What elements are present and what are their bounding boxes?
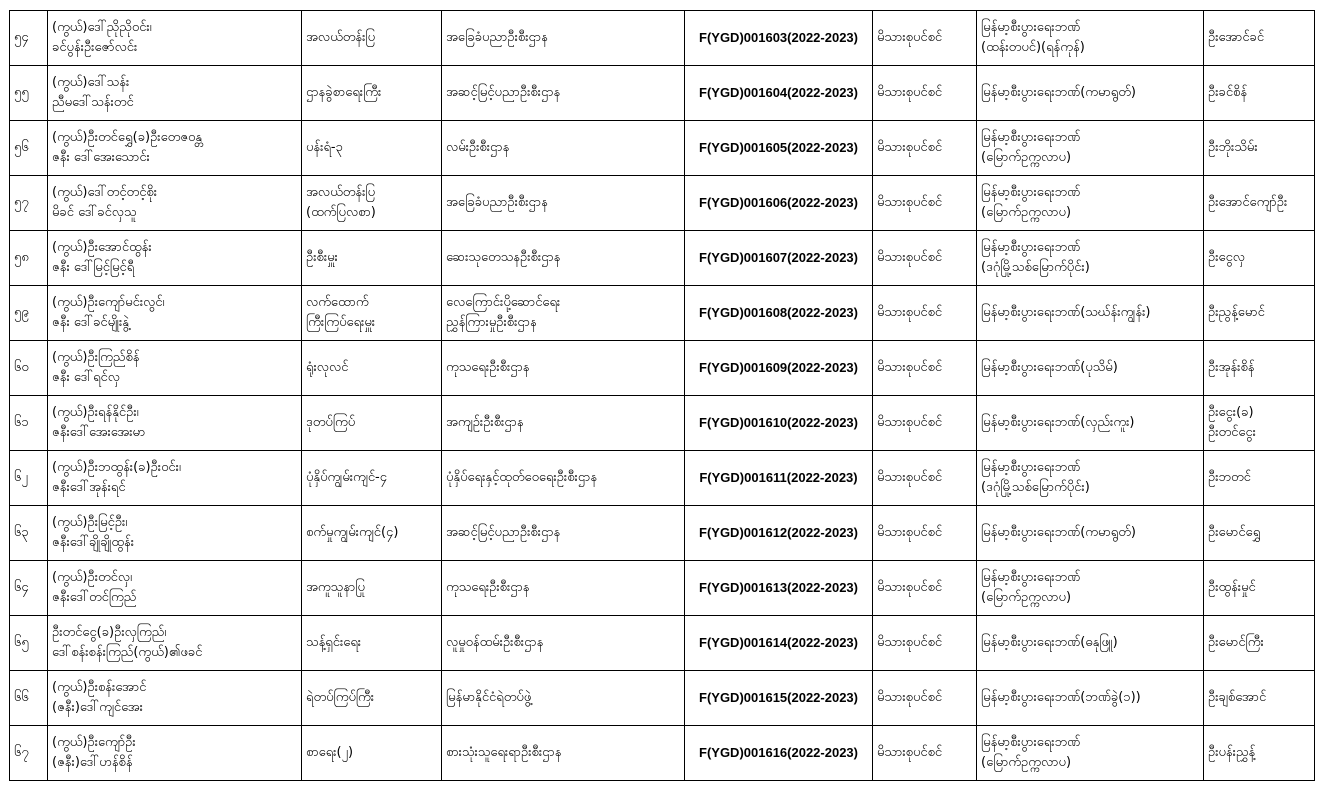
- job-title-line: အလယ်တန်းပြ: [306, 185, 376, 200]
- department-line: အကျဉ်းဦးစီးဌာန: [446, 415, 524, 430]
- table-body: [10, 11, 1315, 781]
- payee-name-cell: [1204, 671, 1315, 726]
- payment-office-cell: [977, 506, 1204, 561]
- payee-name-cell: [1204, 66, 1315, 121]
- job-title-cell: [302, 506, 442, 561]
- pension-code-cell: F(YGD)001606(2022-2023): [685, 176, 873, 231]
- department-cell: [442, 286, 685, 341]
- pension-code-cell: F(YGD)001611(2022-2023): [685, 451, 873, 506]
- pension-code-cell: F(YGD)001605(2022-2023): [685, 121, 873, 176]
- payment-office-line: မြန်မာ့စီးပွားရေးဘဏ်(ကမာရွတ်): [981, 85, 1136, 100]
- payment-office-cell: [977, 451, 1204, 506]
- pension-type-cell: မိသားစုပင်စင်: [873, 231, 977, 286]
- pensioner-name-line: (ကွယ်)ဦးစန်းအောင်: [52, 680, 147, 695]
- job-title-cell: [302, 451, 442, 506]
- payment-office-line: မြန်မာ့စီးပွားရေးဘဏ်(ဓနုဖြူ): [981, 635, 1118, 650]
- payment-office-cell: [977, 11, 1204, 66]
- job-title-line: စာရေး(၂): [306, 745, 354, 760]
- pensioner-name-cell: [48, 231, 302, 286]
- payment-office-cell: [977, 561, 1204, 616]
- payment-office-line: (မြောက်ဥက္ကလာပ): [981, 755, 1072, 770]
- payee-name-cell: [1204, 231, 1315, 286]
- payee-name-cell: [1204, 506, 1315, 561]
- payee-name-line: ဦးပန်းညွှန့်: [1208, 745, 1256, 760]
- job-title-line: ကြီးကြပ်ရေးမှူး: [306, 315, 376, 330]
- department-cell: [442, 176, 685, 231]
- row-number-cell: ၅၅: [10, 66, 48, 121]
- pensioner-name-cell: [48, 506, 302, 561]
- pensioner-name-cell: [48, 671, 302, 726]
- job-title-cell: [302, 286, 442, 341]
- payee-name-cell: [1204, 121, 1315, 176]
- payment-office-line: မြန်မာ့စီးပွားရေးဘဏ်: [981, 735, 1081, 750]
- department-line: အဆင့်မြင့်ပညာဦးစီးဌာန: [446, 85, 561, 100]
- payment-office-line: မြန်မာ့စီးပွားရေးဘဏ်(ကမာရွတ်): [981, 525, 1136, 540]
- pension-code-cell: F(YGD)001604(2022-2023): [685, 66, 873, 121]
- job-title-cell: [302, 11, 442, 66]
- department-line: အဆင့်မြင့်ပညာဦးစီးဌာန: [446, 525, 561, 540]
- payment-office-line: မြန်မာ့စီးပွားရေးဘဏ်: [981, 240, 1081, 255]
- department-line: လမ်းဦးစီးဌာန: [446, 140, 510, 155]
- pensioner-name-line: ညီမဒေါ်သန်းတင်: [52, 95, 134, 110]
- table-row: [10, 176, 1315, 231]
- job-title-cell: [302, 396, 442, 451]
- payment-office-line: မြန်မာ့စီးပွားရေးဘဏ်: [981, 460, 1081, 475]
- row-number-cell: ၅၄: [10, 11, 48, 66]
- payment-office-line: (မြောက်ဥက္ကလာပ): [981, 150, 1072, 165]
- department-line: ညွှန်ကြားမှုဦးစီးဌာန: [446, 315, 537, 330]
- department-cell: [442, 121, 685, 176]
- department-cell: [442, 11, 685, 66]
- pension-code-cell: F(YGD)001607(2022-2023): [685, 231, 873, 286]
- payee-name-line: ဦးဘတင်: [1208, 470, 1251, 485]
- payment-office-cell: [977, 231, 1204, 286]
- payment-office-line: (ထန်းတပင်)(ရန်ကုန်): [981, 40, 1085, 55]
- pensioner-name-line: ဇနီးဒေါ်တင်ကြည်: [52, 590, 137, 605]
- table-row: [10, 66, 1315, 121]
- row-number-cell: ၅၇: [10, 176, 48, 231]
- payee-name-cell: [1204, 616, 1315, 671]
- payee-name-line: ဦးအောင်ခင်: [1208, 30, 1265, 45]
- department-cell: [442, 66, 685, 121]
- department-cell: [442, 561, 685, 616]
- payee-name-cell: [1204, 396, 1315, 451]
- department-cell: [442, 506, 685, 561]
- pensioner-name-line: (ကွယ်)ဦးကျော်မင်းလွင်၊: [52, 295, 165, 310]
- payee-name-cell: [1204, 341, 1315, 396]
- payee-name-line: ဦးခင်စိန်: [1208, 85, 1248, 100]
- pensioner-name-line: ဇနီး ဒေါ်ခင်မျိုးနွဲ့: [52, 315, 129, 330]
- pension-code-cell: F(YGD)001603(2022-2023): [685, 11, 873, 66]
- table-row: [10, 506, 1315, 561]
- payee-name-line: ဦးတင်ငွေး: [1208, 425, 1256, 440]
- table-row: [10, 726, 1315, 781]
- job-title-line: ဦးစီးမှူး: [306, 250, 338, 265]
- pension-type-cell: မိသားစုပင်စင်: [873, 396, 977, 451]
- table-row: [10, 671, 1315, 726]
- job-title-line: အကူသူနာပြု: [306, 580, 365, 595]
- pensioner-name-cell: [48, 396, 302, 451]
- department-line: ကုသရေးဦးစီးဌာန: [446, 360, 530, 375]
- department-line: မြန်မာနိုင်ငံရဲတပ်ဖွဲ့: [446, 690, 532, 705]
- pension-code-cell: F(YGD)001612(2022-2023): [685, 506, 873, 561]
- department-cell: [442, 231, 685, 286]
- payment-office-cell: [977, 121, 1204, 176]
- job-title-cell: [302, 176, 442, 231]
- table-row: [10, 286, 1315, 341]
- job-title-line: ရုံးလုလင်: [306, 360, 349, 375]
- pensioner-name-cell: [48, 176, 302, 231]
- pension-type-cell: မိသားစုပင်စင်: [873, 616, 977, 671]
- payment-office-cell: [977, 726, 1204, 781]
- pension-code-cell: F(YGD)001610(2022-2023): [685, 396, 873, 451]
- department-line: ပုံနှိပ်ရေးနှင့်ထုတ်ဝေရေးဦးစီးဌာန: [446, 470, 598, 485]
- pension-type-cell: မိသားစုပင်စင်: [873, 341, 977, 396]
- payee-name-cell: [1204, 451, 1315, 506]
- payment-office-cell: [977, 341, 1204, 396]
- payment-office-line: (ဒဂုံမြို့သစ်မြောက်ပိုင်း): [981, 480, 1090, 495]
- pensioner-name-line: ဇနီး ဒေါ်ရင်လှ: [52, 370, 120, 385]
- job-title-line: ပန်းရံ-၃: [306, 140, 343, 155]
- department-cell: [442, 616, 685, 671]
- pensioner-name-line: (ကွယ်)ဦးရန်နိုင်ဦး၊: [52, 405, 139, 420]
- pensioner-name-line: (ကွယ်)ဦးအောင်ထွန်း: [52, 240, 152, 255]
- payment-office-cell: [977, 176, 1204, 231]
- payee-name-cell: [1204, 726, 1315, 781]
- payee-name-line: ဦးထွန်းမှုင်: [1208, 580, 1256, 595]
- job-title-cell: [302, 121, 442, 176]
- job-title-line: စက်မှုကျွမ်းကျင်(၄): [306, 525, 399, 540]
- department-line: ကုသရေးဦးစီးဌာန: [446, 580, 530, 595]
- job-title-line: (ထက်ပြလစာ): [306, 205, 376, 220]
- row-number-cell: ၆၇: [10, 726, 48, 781]
- payment-office-line: မြန်မာ့စီးပွားရေးဘဏ်: [981, 570, 1081, 585]
- payment-office-line: မြန်မာ့စီးပွားရေးဘဏ်(လှည်းကူး): [981, 415, 1135, 430]
- payee-name-cell: [1204, 176, 1315, 231]
- pensioner-name-cell: [48, 341, 302, 396]
- pensioner-name-line: (ကွယ်)ဦးဘထွန်း(ခ)ဦးဝင်း၊: [52, 460, 181, 475]
- payment-office-cell: [977, 286, 1204, 341]
- pensioner-name-cell: [48, 561, 302, 616]
- pensioner-name-line: မိခင် ဒေါ်ခင်လှသူ: [52, 205, 137, 220]
- job-title-cell: [302, 561, 442, 616]
- row-number-cell: ၆၂: [10, 451, 48, 506]
- pension-type-cell: မိသားစုပင်စင်: [873, 176, 977, 231]
- job-title-line: ပုံနှိပ်ကျွမ်းကျင်-၄: [306, 470, 388, 485]
- job-title-line: ရဲတပ်ကြပ်ကြီး: [306, 690, 375, 705]
- pension-code-cell: F(YGD)001608(2022-2023): [685, 286, 873, 341]
- payment-office-cell: [977, 66, 1204, 121]
- pensioner-name-line: ဦးတင်ငွေ(ခ)ဦးလှကြည်၊: [52, 625, 167, 640]
- payee-name-cell: [1204, 286, 1315, 341]
- pension-type-cell: မိသားစုပင်စင်: [873, 121, 977, 176]
- pensioner-name-line: (ဇနီး)ဒေါ်ဟန်စိန်: [52, 755, 133, 770]
- row-number-cell: ၆၁: [10, 396, 48, 451]
- pensioner-name-line: (ကွယ်)ဦးမြင့်ဦး၊: [52, 515, 128, 530]
- row-number-cell: ၆၀: [10, 341, 48, 396]
- job-title-line: အလယ်တန်းပြ: [306, 30, 376, 45]
- pensioner-name-cell: [48, 66, 302, 121]
- pensioner-name-line: ဒေါ်စန်းစန်းကြည်(ကွယ်)၏ဖခင်: [52, 645, 203, 660]
- pensioner-name-cell: [48, 451, 302, 506]
- pension-code-cell: F(YGD)001614(2022-2023): [685, 616, 873, 671]
- job-title-line: ဌာနခွဲစာရေးကြီး: [306, 85, 382, 100]
- table-row: [10, 561, 1315, 616]
- payee-name-line: ဦးချစ်အောင်: [1208, 690, 1267, 705]
- payment-office-line: မြန်မာ့စီးပွားရေးဘဏ်(သဃ်န်းကျွန်း): [981, 305, 1151, 320]
- row-number-cell: ၅၉: [10, 286, 48, 341]
- table-row: [10, 11, 1315, 66]
- pensioner-name-line: ခင်ပွန်းဦးဇော်လင်း: [52, 40, 138, 55]
- table-row: [10, 231, 1315, 286]
- pensioner-name-line: (ကွယ်)ဦးတင်လှ၊: [52, 570, 133, 585]
- pension-code-cell: F(YGD)001613(2022-2023): [685, 561, 873, 616]
- department-cell: [442, 726, 685, 781]
- pensioner-name-line: ဇနီးဒေါ်အုန်းရင်: [52, 480, 126, 495]
- pensioner-name-cell: [48, 11, 302, 66]
- pensioner-name-cell: [48, 726, 302, 781]
- table-row: [10, 121, 1315, 176]
- pensioner-name-line: ဇနီးဒေါ်ချိုချိုထွန်း: [52, 535, 135, 550]
- row-number-cell: ၆၄: [10, 561, 48, 616]
- department-line: အခြေခံပညာဦးစီးဌာန: [446, 30, 548, 45]
- pensioner-name-line: (ကွယ်)ဦးတင်ရွှေ(ခ)ဦးတေဇဝန္တ: [52, 130, 203, 145]
- pensioner-name-line: (ဇနီး)ဒေါ်ကျင်အေး: [52, 700, 143, 715]
- department-line: ဆေးသုတေသနဦးစီးဌာန: [446, 250, 561, 265]
- pensioner-name-line: (ကွယ်)ဦးကျော်ဦး: [52, 735, 136, 750]
- job-title-cell: [302, 231, 442, 286]
- pensioner-name-line: ဇနီးဒေါ်အေးအေးမာ: [52, 425, 146, 440]
- table-row: [10, 451, 1315, 506]
- table-row: [10, 616, 1315, 671]
- pensioner-name-line: (ကွယ်)ဒေါ်သန်း: [52, 75, 130, 90]
- pension-type-cell: မိသားစုပင်စင်: [873, 11, 977, 66]
- pension-type-cell: မိသားစုပင်စင်: [873, 451, 977, 506]
- pension-code-cell: F(YGD)001609(2022-2023): [685, 341, 873, 396]
- payment-office-line: မြန်မာ့စီးပွားရေးဘဏ်: [981, 185, 1081, 200]
- department-line: အခြေခံပညာဦးစီးဌာန: [446, 195, 548, 210]
- department-cell: [442, 396, 685, 451]
- payee-name-line: ဦးမောင်ရွှေ: [1208, 525, 1261, 540]
- pension-type-cell: မိသားစုပင်စင်: [873, 671, 977, 726]
- row-number-cell: ၅၆: [10, 121, 48, 176]
- payment-office-cell: [977, 396, 1204, 451]
- pensioner-name-line: (ကွယ်)ဦးကြည်စိန်: [52, 350, 140, 365]
- payment-office-line: မြန်မာ့စီးပွားရေးဘဏ်(ပုသိမ်): [981, 360, 1118, 375]
- payee-name-cell: [1204, 11, 1315, 66]
- pensioner-name-cell: [48, 121, 302, 176]
- row-number-cell: ၅၈: [10, 231, 48, 286]
- pension-type-cell: မိသားစုပင်စင်: [873, 286, 977, 341]
- department-cell: [442, 671, 685, 726]
- payment-office-line: မြန်မာ့စီးပွားရေးဘဏ်(ဘဏ်ခွဲ(၁)): [981, 690, 1141, 705]
- pensioner-name-line: ဇနီး ဒေါ်အေးသောင်း: [52, 150, 150, 165]
- pension-code-cell: F(YGD)001616(2022-2023): [685, 726, 873, 781]
- pension-code-cell: F(YGD)001615(2022-2023): [685, 671, 873, 726]
- row-number-cell: ၆၆: [10, 671, 48, 726]
- job-title-line: လက်ထောက်: [306, 295, 369, 310]
- row-number-cell: ၆၅: [10, 616, 48, 671]
- row-number-cell: ၆၃: [10, 506, 48, 561]
- department-line: လေကြောင်းပို့ဆောင်ရေး: [446, 295, 561, 310]
- pension-table: [9, 10, 1315, 781]
- department-line: စားသုံးသူရေးရာဦးစီးဌာန: [446, 745, 562, 760]
- payment-office-line: (ဒဂုံမြို့သစ်မြောက်ပိုင်း): [981, 260, 1090, 275]
- payee-name-line: ဦးညွန့်မောင်: [1208, 305, 1265, 320]
- payee-name-line: ဦးအုန်းစိန်: [1208, 360, 1255, 375]
- payment-office-line: မြန်မာ့စီးပွားရေးဘဏ်: [981, 130, 1081, 145]
- payment-office-line: (မြောက်ဥက္ကလာပ): [981, 205, 1072, 220]
- pension-type-cell: မိသားစုပင်စင်: [873, 506, 977, 561]
- table-row: [10, 341, 1315, 396]
- job-title-cell: [302, 671, 442, 726]
- department-cell: [442, 451, 685, 506]
- department-cell: [442, 341, 685, 396]
- payee-name-line: ဦးငွေလှ: [1208, 250, 1245, 265]
- pensioner-name-cell: [48, 286, 302, 341]
- pension-type-cell: မိသားစုပင်စင်: [873, 726, 977, 781]
- job-title-cell: [302, 616, 442, 671]
- job-title-cell: [302, 341, 442, 396]
- pensioner-name-line: (ကွယ်)ဒေါ်တင့်တင့်စိုး: [52, 185, 158, 200]
- payment-office-line: မြန်မာ့စီးပွားရေးဘဏ်: [981, 20, 1081, 35]
- pensioner-name-line: ဇနီး ဒေါ်မြင့်မြင့်ရီ: [52, 260, 135, 275]
- payee-name-line: ဦးအောင်ကျော်ဦး: [1208, 195, 1288, 210]
- pensioner-name-cell: [48, 616, 302, 671]
- job-title-cell: [302, 66, 442, 121]
- payment-office-cell: [977, 671, 1204, 726]
- pension-type-cell: မိသားစုပင်စင်: [873, 561, 977, 616]
- table-row: [10, 396, 1315, 451]
- payment-office-line: (မြောက်ဥက္ကလာပ): [981, 590, 1072, 605]
- payee-name-line: ဦးဘိုးသိမ်း: [1208, 140, 1258, 155]
- job-title-line: ဒုတပ်ကြပ်: [306, 415, 356, 430]
- payee-name-cell: [1204, 561, 1315, 616]
- job-title-line: သန့်ရှင်းရေး: [306, 635, 362, 650]
- job-title-cell: [302, 726, 442, 781]
- pensioner-name-line: (ကွယ်)ဒေါ်ညိုညိုဝင်း၊: [52, 20, 152, 35]
- department-line: လူမှုဝန်ထမ်းဦးစီးဌာန: [446, 635, 544, 650]
- pension-type-cell: မိသားစုပင်စင်: [873, 66, 977, 121]
- payee-name-line: ဦးငွေး(ခ): [1208, 405, 1254, 420]
- payee-name-line: ဦးမောင်ကြီး: [1208, 635, 1264, 650]
- payment-office-cell: [977, 616, 1204, 671]
